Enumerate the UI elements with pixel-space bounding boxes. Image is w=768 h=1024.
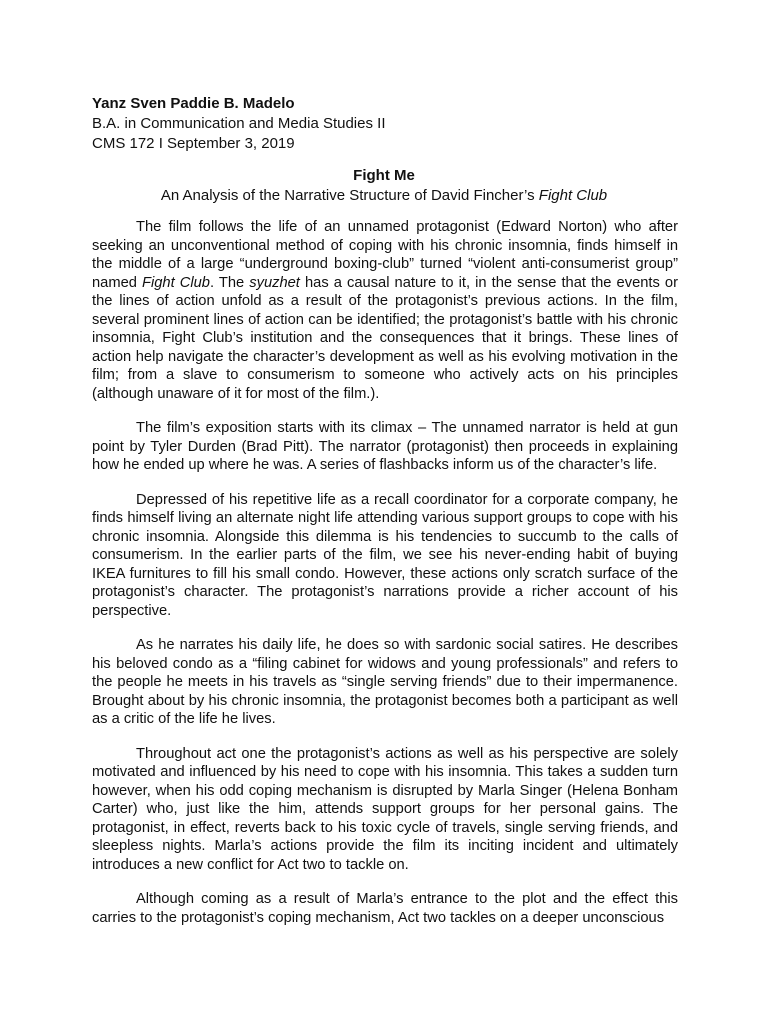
author-name: Yanz Sven Paddie B. Madelo [92, 95, 295, 112]
program-line: B.A. in Communication and Media Studies II [92, 115, 386, 132]
course-date-line: CMS 172 I September 3, 2019 [92, 135, 295, 152]
paragraph-1 [92, 218, 678, 403]
body-text [92, 218, 678, 943]
page-subtitle [0, 186, 768, 206]
header-block [92, 94, 385, 154]
paragraph-5: Throughout act one the protagonist’s actions as well as his perspective are solely motivated and influenced by his need to cope with his insomnia. This takes a sudden turn however, when his odd coping mechanism is disrupted by Marla Singer (Helena Bonham Carter) who, just like the him, attends support groups for her personal gains. The protagonist, in effect, reverts back to his toxic cycle of travels, single serving friends, and sleepless nights. Marla’s actions provide the film its inciting incident and ultimately introduces a new conflict for Act two to tackle on. [92, 745, 678, 873]
paragraph-1-part-b: . The [209, 274, 250, 291]
paragraph-3: Depressed of his repetitive life as a recall coordinator for a corporate company, he finds himself living an alternate night life attending various support groups to cope with his chronic insomnia. Alongside this dilemma is his tendencies to succumb to the calls of consumerism. In the earlier parts of the film, we see his never-ending habit of buying IKEA furnitures to fill his small condo. However, these actions only scratch surface of the protagonist’s character. The protagonist’s narrations provide a richer account of his perspective. [92, 491, 678, 619]
title-block [0, 166, 768, 206]
paragraph-4: As he narrates his daily life, he does so with sardonic social satires. He describes his beloved condo as a “filing cabinet for widows and young professionals” and refers to the people he meets in his travels as “single serving friends” due to their impermanence. Brought about by his chronic insomnia, the protagonist becomes both a participant as well as a critic of the life he lives. [92, 637, 678, 727]
paragraph-1-part-a: The film follows the life of an unnamed protagonist (Edward Norton) who after seeking an unconventional method of coping with his chronic insomnia, finds himself in the middle of a large “underground boxing-club” turned “violent anti-consumerist group” named [92, 219, 678, 291]
paragraph-1-part-c: has a causal nature to it, in the sense that the events or the lines of action unfold as a result of the protagonist’s previous actions. In the film, several prominent lines of action can be identified; the protagonist’s battle with his chronic insomnia, Fight Club’s institution and the consequences that it brings. These lines of action help navigate the character’s development as well as his evolving motivation in the film; from a slave to consumerism to someone who actively acts on his principles (although unaware of it for most of the film.). [92, 274, 678, 402]
subtitle-film-title: Fight Club [538, 187, 608, 204]
paragraph-6: Although coming as a result of Marla’s entrance to the plot and the effect this carries to the protagonist’s coping mechanism, Act two tackles on a deeper unconscious [92, 891, 678, 926]
paragraph-1-syuzhet-term: syuzhet [249, 274, 300, 291]
paragraph-2: The film’s exposition starts with its climax – The unnamed narrator is held at gun point by Tyler Durden (Brad Pitt). The narrator (protagonist) then proceeds in explaining how he ended up where he was. A series of flashbacks inform us of the character’s life. [92, 420, 678, 473]
subtitle-text: An Analysis of the Narrative Structure of David Fincher’s [160, 187, 539, 204]
paragraph-1-film-title: Fight Club [142, 274, 210, 291]
page-title: Fight Me [353, 167, 415, 184]
